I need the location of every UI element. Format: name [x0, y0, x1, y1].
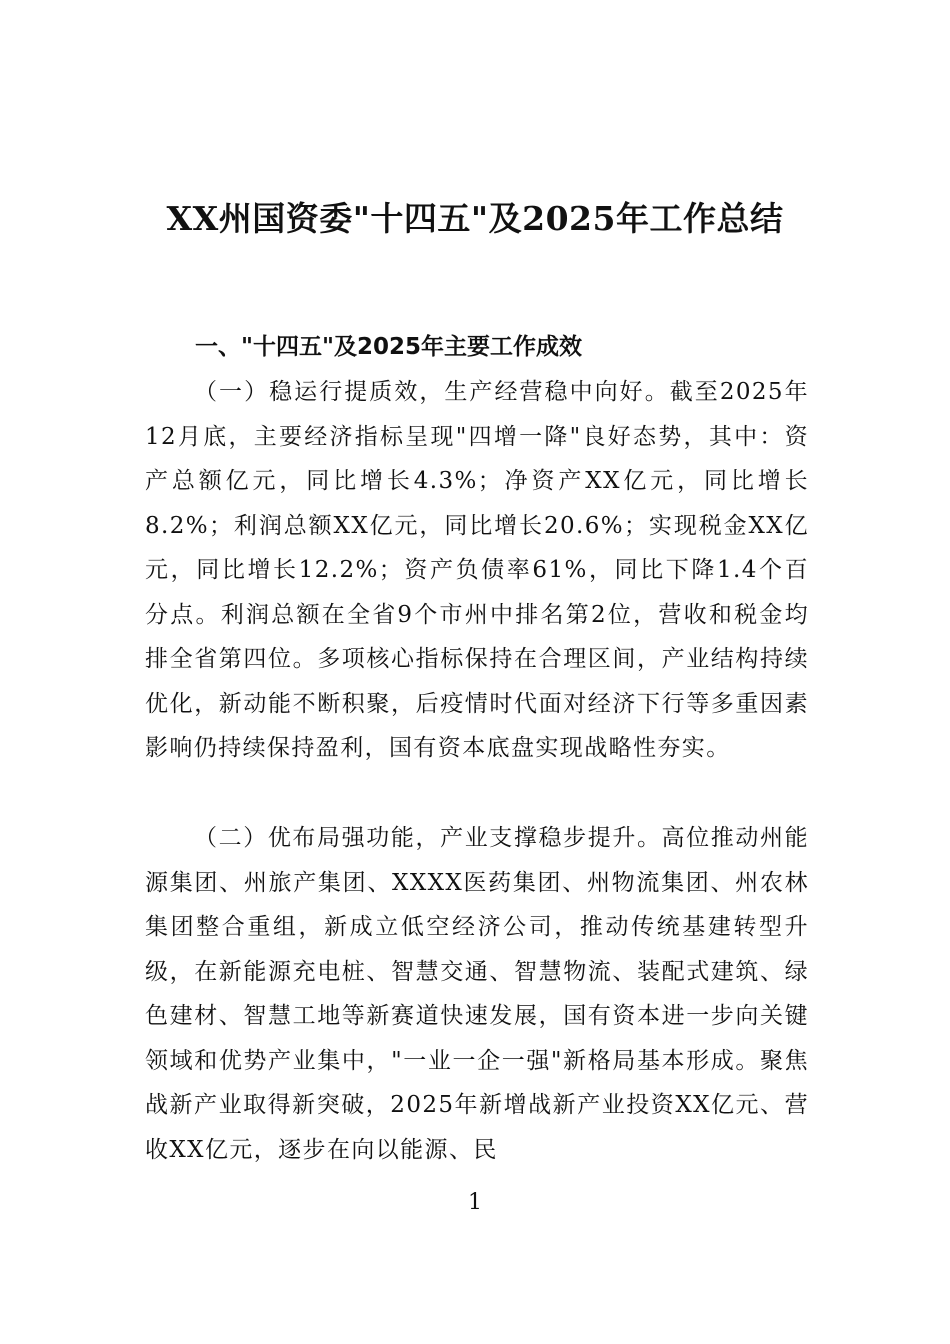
paragraph-1: （一）稳运行提质效，生产经营稳中向好。截至2025年12月底，主要经济指标呈现"四增一降"良好态势，其中：资产总额亿元，同比增长4.3%；净资产XX亿元，同比增长8.2%；利润总额XX亿元，同比增长20.6%；实现税金XX亿元，同比增长12.2%；资产负债率61%，同比下降1.4个百分点。利润总额在全省9个市州中排名第2位，营收和税金均排全省第四位。多项核心指标保持在合理区间，产业结构持续优化，新动能不断积聚，后疫情时代面对经济下行等多重因素影响仍持续保持盈利，国有资本底盘实现战略性夯实。 — [145, 379, 809, 761]
section-heading: 一、"十四五"及2025年主要工作成效 — [195, 334, 582, 360]
document-title: XX州国资委"十四五"及2025年工作总结 — [166, 199, 784, 238]
paragraph-2: （二）优布局强功能，产业支撑稳步提升。高位推动州能源集团、州旅产集团、XXXX医药集团、州物流集团、州农林集团整合重组，新成立低空经济公司，推动传统基建转型升级，在新能源充电桩、智慧交通、智慧物流、装配式建筑、绿色建材、智慧工地等新赛道快速发展，国有资本进一步向关键领域和优势产业集中，"一业一企一强"新格局基本形成。聚焦战新产业取得新突破，2025年新增战新产业投资XX亿元、营收XX亿元，逐步在向以能源、民 — [145, 825, 809, 1163]
page-number: 1 — [468, 1190, 482, 1215]
